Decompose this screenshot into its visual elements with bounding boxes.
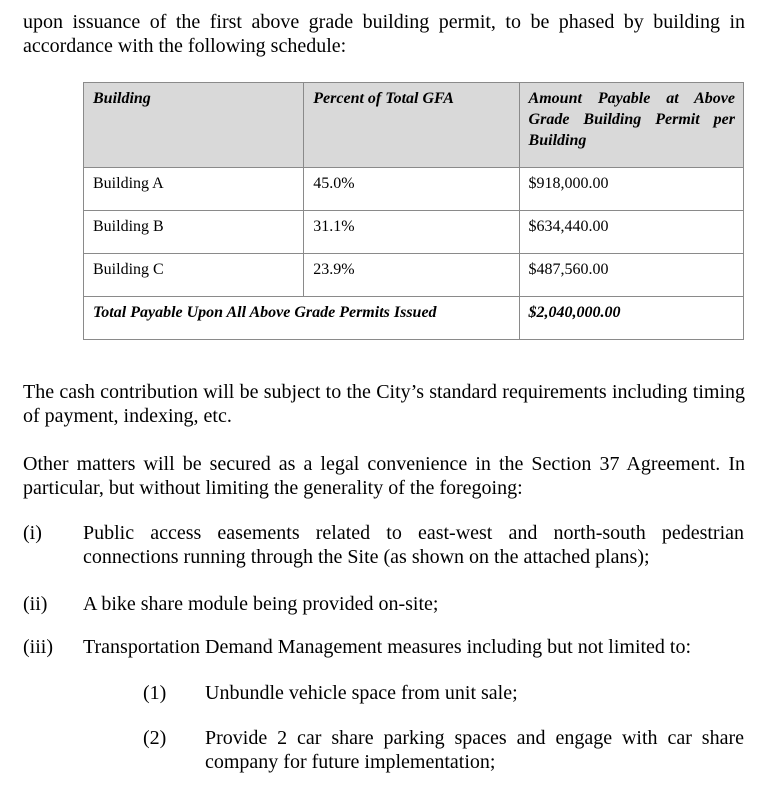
cell-amount: $918,000.00 <box>519 168 743 211</box>
list-item-number: (ii) <box>23 593 48 615</box>
list-item <box>0 635 764 661</box>
cell-amount: $487,560.00 <box>519 254 743 297</box>
cell-building: Building C <box>84 254 304 297</box>
sub-list-item <box>0 681 764 707</box>
sub-list-item-text: Unbundle vehicle space from unit sale; <box>205 682 518 704</box>
table-total-row <box>84 297 744 340</box>
total-amount: $2,040,000.00 <box>519 297 743 340</box>
cell-percent: 45.0% <box>304 168 519 211</box>
table-row <box>84 168 744 211</box>
cell-percent: 23.9% <box>304 254 519 297</box>
list-item-text: Public access easements related to east-west and north-south pedestrian connections running through the Site (as shown on the attached plans); <box>83 522 744 568</box>
cell-building: Building B <box>84 211 304 254</box>
table-row <box>84 254 744 297</box>
list-item <box>0 592 764 618</box>
header-percent: Percent of Total GFA <box>304 83 519 168</box>
table-header-row <box>84 83 744 168</box>
header-amount: Amount Payable at Above Grade Building Permit per Building <box>519 83 743 168</box>
list-item <box>0 521 764 571</box>
intro-paragraph: upon issuance of the first above grade building permit, to be phased by building in accordance with the following schedule: <box>23 11 745 57</box>
cell-building: Building A <box>84 168 304 211</box>
sub-list-item <box>0 726 764 776</box>
list-item-number: (iii) <box>23 636 53 658</box>
other-matters-paragraph: Other matters will be secured as a legal convenience in the Section 37 Agreement. In particular, but without limiting the generality of the foregoing: <box>23 453 745 499</box>
list-item-text: Transportation Demand Management measures including but not limited to: <box>83 636 692 658</box>
gfa-schedule-table <box>83 82 744 340</box>
cell-percent: 31.1% <box>304 211 519 254</box>
total-label: Total Payable Upon All Above Grade Permits Issued <box>84 297 520 340</box>
table-row <box>84 211 744 254</box>
cash-contribution-paragraph: The cash contribution will be subject to the City’s standard requirements including timing of payment, indexing, etc. <box>23 381 745 427</box>
sub-list-item-number: (2) <box>143 727 167 749</box>
cell-amount: $634,440.00 <box>519 211 743 254</box>
sub-list-item-text: Provide 2 car share parking spaces and engage with car share company for future implementation; <box>205 727 744 773</box>
list-item-text: A bike share module being provided on-site; <box>83 593 439 615</box>
list-item-number: (i) <box>23 522 42 544</box>
header-building: Building <box>84 83 304 168</box>
sub-list-item-number: (1) <box>143 682 167 704</box>
